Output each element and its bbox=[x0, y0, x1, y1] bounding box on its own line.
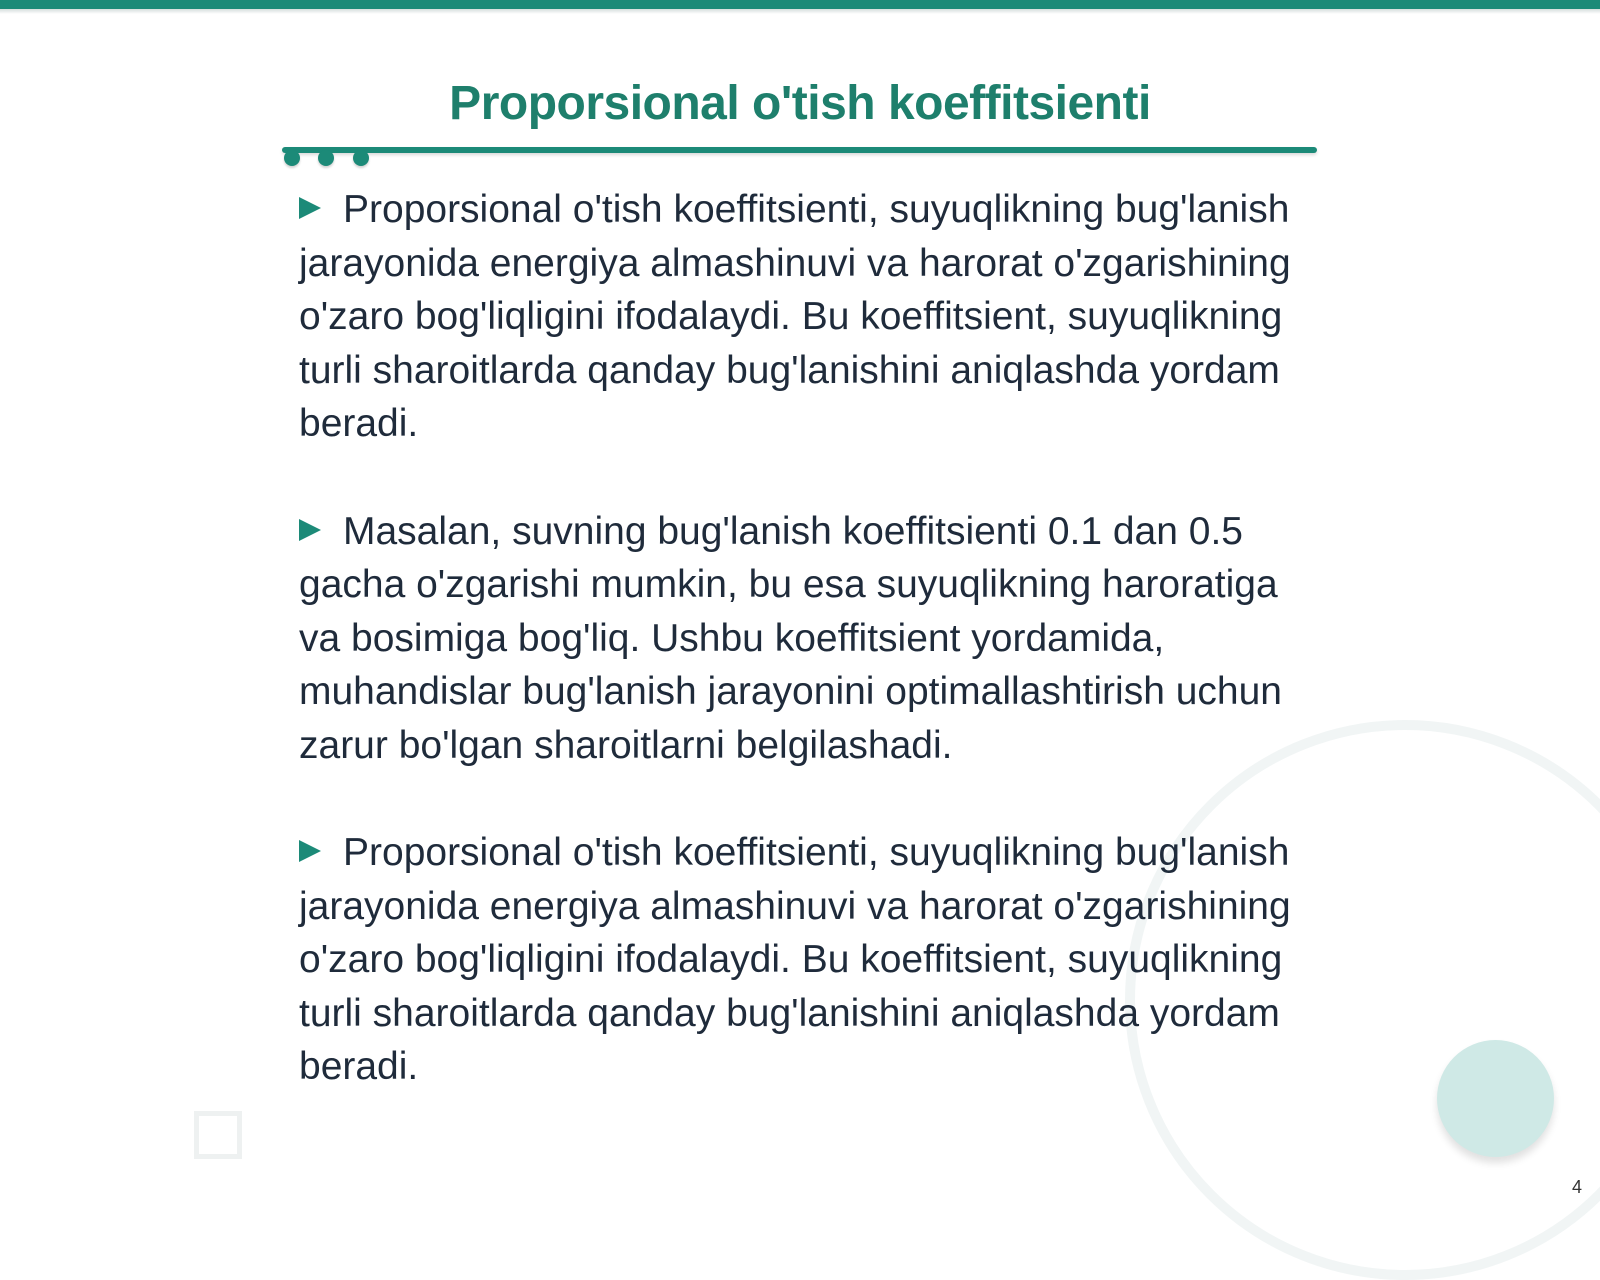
triangle-right-icon bbox=[299, 197, 321, 219]
paragraph-text: Masalan, suvning bug'lanish koeffitsienti 0.1 dan 0.5 gacha o'zgarishi mumkin, bu esa suyuqlikning haroratiga va bosimiga bog'liq. Ushbu koeffitsient yordamida, muhandislar bug'lanish jarayonini optimallashtirish uchun zarur bo'lgan sharoitlarni belgilashadi. bbox=[299, 509, 1282, 767]
underline-dot-3 bbox=[353, 150, 369, 166]
page-number: 4 bbox=[1571, 1177, 1582, 1197]
top-bar-shadow bbox=[0, 9, 1600, 14]
underline-dot-1 bbox=[284, 150, 300, 166]
paragraph-text: Proporsional o'tish koeffitsienti, suyuqlikning bug'lanish jarayonida energiya almashinuvi va harorat o'zgarishining o'zaro bog'liqligini ifodalaydi. Bu koeffitsient, suyuqlikning turli sharoitlarda qanday bug'lanishini aniqlashda yordam beradi. bbox=[299, 831, 1291, 1088]
top-accent-bar bbox=[0, 0, 1600, 9]
decorative-square bbox=[194, 1111, 242, 1159]
slide-body bbox=[299, 183, 1309, 1148]
bullet-paragraph-2 bbox=[299, 505, 1309, 773]
bullet-paragraph-3 bbox=[299, 826, 1309, 1094]
title-underline bbox=[282, 147, 1317, 153]
triangle-right-icon bbox=[299, 840, 321, 862]
triangle-right-icon bbox=[299, 519, 321, 541]
slide-title: Proporsional o'tish koeffitsienti bbox=[449, 77, 1151, 130]
bullet-paragraph-1 bbox=[299, 183, 1309, 451]
decorative-circle bbox=[1437, 1040, 1554, 1157]
underline-dot-2 bbox=[318, 150, 334, 166]
paragraph-text: Proporsional o'tish koeffitsienti, suyuqlikning bug'lanish jarayonida energiya almashinuvi va harorat o'zgarishining o'zaro bog'liqligini ifodalaydi. Bu koeffitsient, suyuqlikning turli sharoitlarda qanday bug'lanishini aniqlashda yordam beradi. bbox=[299, 188, 1291, 445]
